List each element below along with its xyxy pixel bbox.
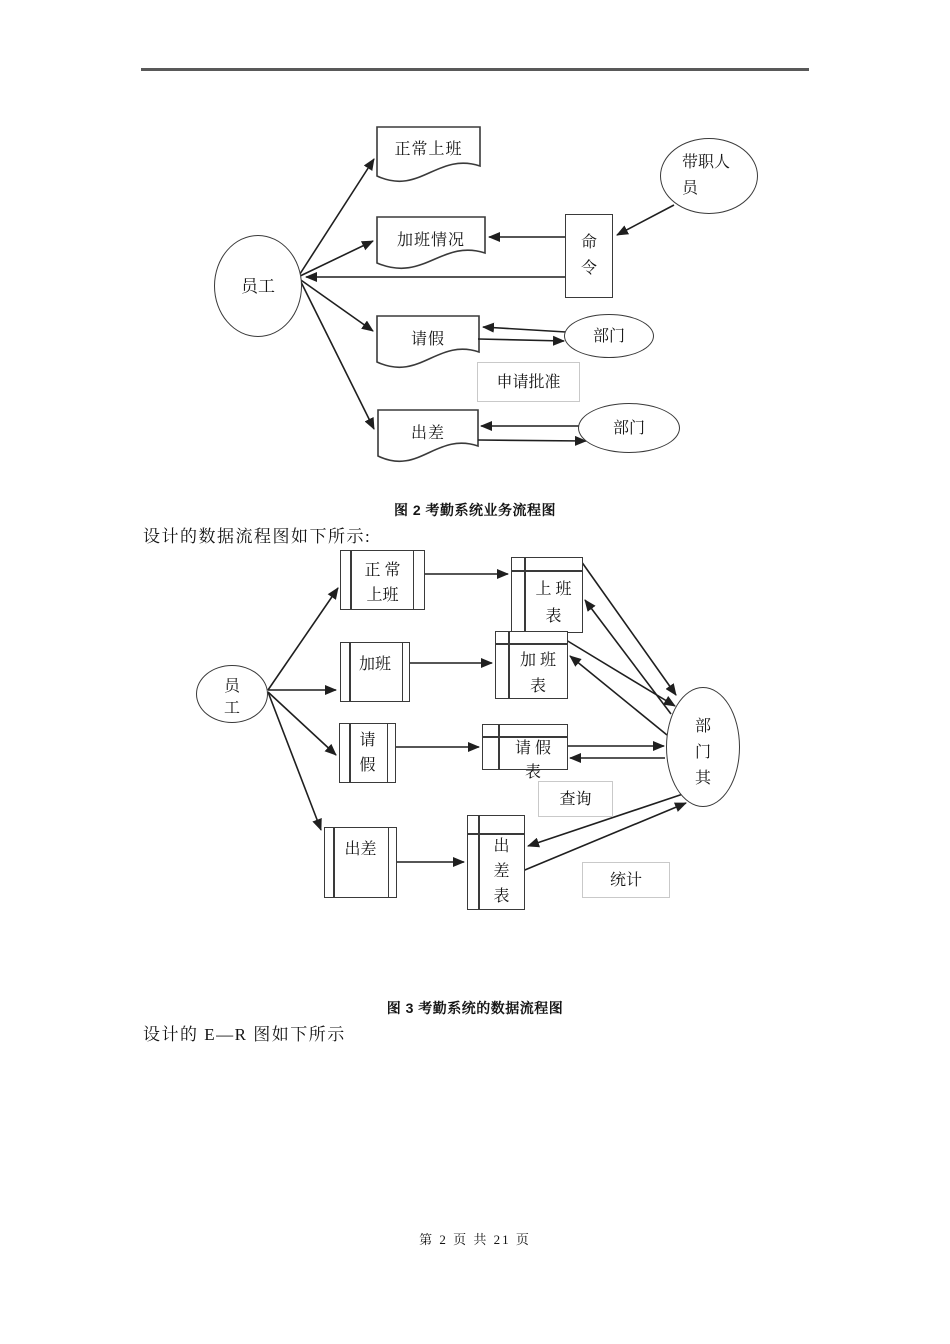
- node-label: 表: [545, 608, 562, 625]
- node-label: 查询: [559, 790, 592, 808]
- inner-line: [508, 632, 510, 698]
- node-label: 表: [493, 888, 510, 905]
- inner-line: [468, 833, 524, 835]
- paragraph-after-figure3: 设计的 E—R 图如下所示: [143, 1025, 346, 1044]
- node-label: 请 假: [514, 740, 551, 757]
- inner-line: [512, 570, 582, 572]
- arrow-emp-to-trip: [299, 278, 374, 429]
- arrow-emp-to-leave: [298, 278, 373, 331]
- node-label: 部: [694, 718, 711, 735]
- paragraph-after-figure2: 设计的数据流程图如下所示:: [143, 527, 372, 546]
- arrow-emp2-to-trip: [268, 692, 321, 830]
- inner-line: [496, 643, 567, 645]
- node-label: 上 班: [535, 581, 572, 598]
- fig3-stats-box: [582, 862, 670, 898]
- arrow-worktable-to-dept: [581, 561, 676, 695]
- inner-line: [387, 724, 389, 782]
- node-label: 部门: [612, 419, 645, 437]
- arrow-dept1-to-leave: [483, 327, 566, 332]
- arrow-staff-to-command: [617, 205, 674, 235]
- fig2-leave-label: 请假: [410, 331, 445, 348]
- arrow-dept-to-ottable: [570, 656, 667, 735]
- inner-line: [402, 643, 404, 701]
- fig2-staff-ellipse: [660, 138, 758, 214]
- fig3-leave-process: [339, 723, 396, 783]
- fig2-apply-approve-box: [477, 362, 580, 402]
- fig2-dept1-ellipse: [564, 314, 654, 358]
- fig2-overtime-label: 加班情况: [396, 232, 465, 249]
- node-label: 出差: [344, 841, 377, 858]
- node-label: 员: [223, 678, 240, 695]
- node-label: 加班: [358, 655, 391, 673]
- inner-line: [350, 551, 352, 609]
- fig3-trip-table-store: [467, 815, 525, 910]
- fig3-overtime-table-store: [495, 631, 568, 699]
- node-label: 统计: [609, 871, 642, 889]
- node-label: 请: [359, 732, 376, 749]
- arrow-leave-to-dept1: [478, 339, 564, 341]
- node-label: 令: [580, 260, 597, 277]
- node-label: 申请批准: [496, 373, 561, 391]
- fig2-employee-ellipse: [214, 235, 302, 337]
- fig3-trip-process: [324, 827, 397, 898]
- node-label: 员工: [241, 276, 275, 296]
- node-label: 带职人: [682, 154, 731, 171]
- inner-line: [498, 725, 500, 769]
- node-label: 出: [493, 838, 510, 855]
- fig2-trip-label: 出差: [410, 425, 445, 442]
- fig3-leave-table-store: [482, 724, 568, 781]
- inner-line: [413, 551, 415, 609]
- node-label: 差: [493, 863, 510, 880]
- node-label: 命: [580, 234, 597, 251]
- arrow-emp2-to-leave: [268, 692, 336, 755]
- node-label: 工: [223, 700, 240, 717]
- fig3-overtime-process: [340, 642, 410, 702]
- arrow-dept-to-worktable: [585, 600, 671, 714]
- node-label: 门: [694, 744, 711, 761]
- node-label: 员: [682, 180, 699, 197]
- node-label: 表: [529, 678, 546, 695]
- inner-line: [333, 828, 335, 897]
- figure2-caption: 图 2 考勤系统业务流程图: [393, 502, 557, 518]
- node-label: 上班: [366, 587, 399, 604]
- node-label: 部门: [592, 327, 625, 345]
- fig3-dept-ellipse: [666, 687, 740, 807]
- figure3-caption: 图 3 考勤系统的数据流程图: [386, 1000, 564, 1016]
- node-label: 假: [359, 757, 376, 774]
- node-label: 其: [694, 770, 711, 787]
- inner-line: [349, 724, 351, 782]
- fig2-dept2-ellipse: [578, 403, 680, 453]
- page-footer: 第 2 页 共 21 页: [419, 1232, 531, 1247]
- fig2-normal-work-label: 正常上班: [394, 141, 463, 158]
- fig3-employee-ellipse: [196, 665, 268, 723]
- inner-line: [478, 816, 480, 909]
- fig3-normal-work-process: [340, 550, 425, 610]
- node-label: 加 班: [519, 652, 556, 669]
- inner-line: [349, 643, 351, 701]
- node-label: 正 常: [364, 562, 401, 579]
- node-label: 表: [524, 764, 541, 781]
- fig3-query-box: [538, 781, 613, 817]
- fig2-command-box: [565, 214, 613, 298]
- inner-line: [483, 736, 567, 738]
- fig3-work-table-store: [511, 557, 583, 633]
- arrow-trip-to-dept2: [478, 440, 586, 441]
- fig2-document-shapes: [377, 127, 485, 461]
- arrow-emp2-to-normal: [268, 588, 338, 690]
- inner-line: [388, 828, 390, 897]
